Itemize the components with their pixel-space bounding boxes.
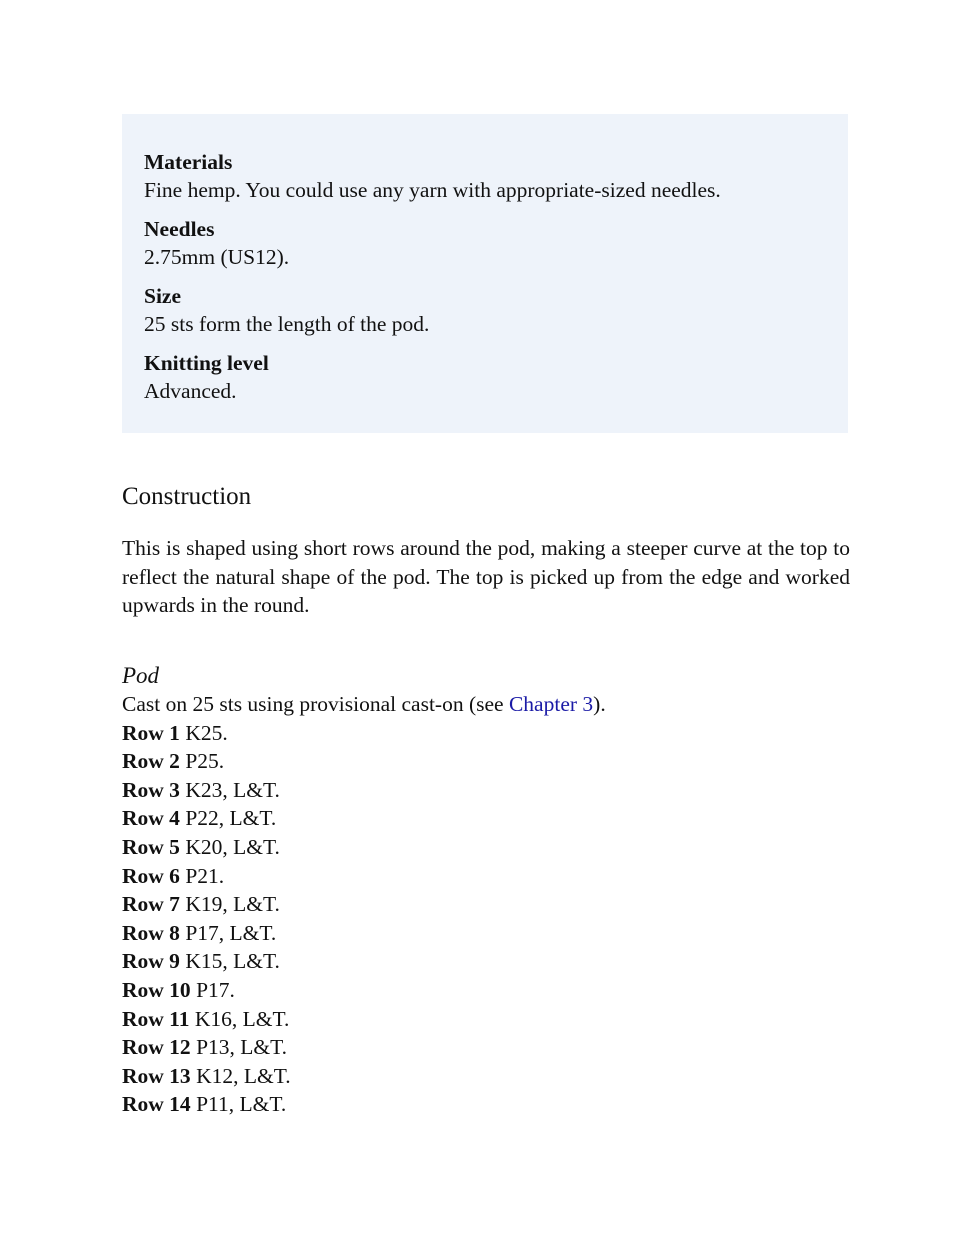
construction-paragraph: This is shaped using short rows around the pod, making a steeper curve at the top to reflect the natural shape of the pod. The top is picked up from the edge and worked upwards in the round.: [122, 536, 850, 617]
row-instruction: [122, 1090, 850, 1119]
row-label: Row 9: [122, 949, 180, 974]
row-instruction: [122, 1033, 850, 1062]
knitting-level-section: [144, 349, 826, 405]
row-instruction: [122, 919, 850, 948]
construction-heading: Construction: [122, 483, 252, 510]
row-label: Row 10: [122, 977, 191, 1002]
knitting-level-heading: Knitting level: [144, 351, 269, 375]
row-text: K23, L&T.: [179, 777, 280, 802]
row-text: K12, L&T.: [190, 1063, 291, 1088]
row-text: K16, L&T.: [189, 1006, 290, 1031]
row-instruction: [122, 833, 850, 862]
pod-heading: Pod: [122, 663, 160, 688]
row-label: Row 14: [122, 1092, 191, 1117]
row-text: K20, L&T.: [179, 834, 280, 859]
row-text: K15, L&T.: [179, 949, 280, 974]
row-text: P11, L&T.: [190, 1092, 287, 1117]
needles-section: [144, 215, 826, 271]
row-instruction: [122, 976, 850, 1005]
size-heading: Size: [144, 284, 182, 308]
row-instruction: [122, 890, 850, 919]
materials-text: Fine hemp. You could use any yarn with appropriate-sized needles.: [144, 178, 721, 202]
row-label: Row 5: [122, 834, 180, 859]
row-text: P22, L&T.: [179, 806, 277, 831]
row-label: Row 11: [122, 1006, 190, 1031]
cast-on-line: [122, 690, 850, 719]
row-label: Row 6: [122, 863, 180, 888]
row-label: Row 1: [122, 720, 180, 745]
row-text: P21.: [179, 863, 225, 888]
cast-on-prefix: Cast on 25 sts using provisional cast-on (see: [122, 692, 509, 716]
row-instruction: [122, 862, 850, 891]
needles-text: 2.75mm (US12).: [144, 245, 290, 269]
knitting-level-text: Advanced.: [144, 379, 237, 403]
row-instruction: [122, 947, 850, 976]
row-label: Row 12: [122, 1035, 191, 1060]
needles-heading: Needles: [144, 217, 215, 241]
row-label: Row 3: [122, 777, 180, 802]
row-text: P25.: [179, 749, 225, 774]
row-text: K19, L&T.: [179, 892, 280, 917]
row-text: K25.: [179, 720, 228, 745]
row-instruction: [122, 1005, 850, 1034]
row-label: Row 13: [122, 1063, 191, 1088]
pattern-info-box: [122, 114, 848, 433]
row-text: P17.: [190, 977, 235, 1002]
row-instruction: [122, 719, 850, 748]
cast-on-suffix: ).: [593, 692, 606, 716]
row-label: Row 2: [122, 749, 180, 774]
materials-heading: Materials: [144, 150, 233, 174]
pod-instructions: [122, 661, 850, 1119]
row-text: P13, L&T.: [190, 1035, 288, 1060]
chapter-3-link[interactable]: Chapter 3: [508, 692, 594, 716]
row-label: Row 8: [122, 920, 180, 945]
row-instruction: [122, 1062, 850, 1091]
row-label: Row 4: [122, 806, 180, 831]
row-instruction: [122, 804, 850, 833]
row-label: Row 7: [122, 892, 180, 917]
row-text: P17, L&T.: [179, 920, 277, 945]
materials-section: [144, 148, 826, 204]
row-instruction: [122, 747, 850, 776]
size-text: 25 sts form the length of the pod.: [144, 312, 430, 336]
row-instruction: [122, 776, 850, 805]
size-section: [144, 282, 826, 338]
